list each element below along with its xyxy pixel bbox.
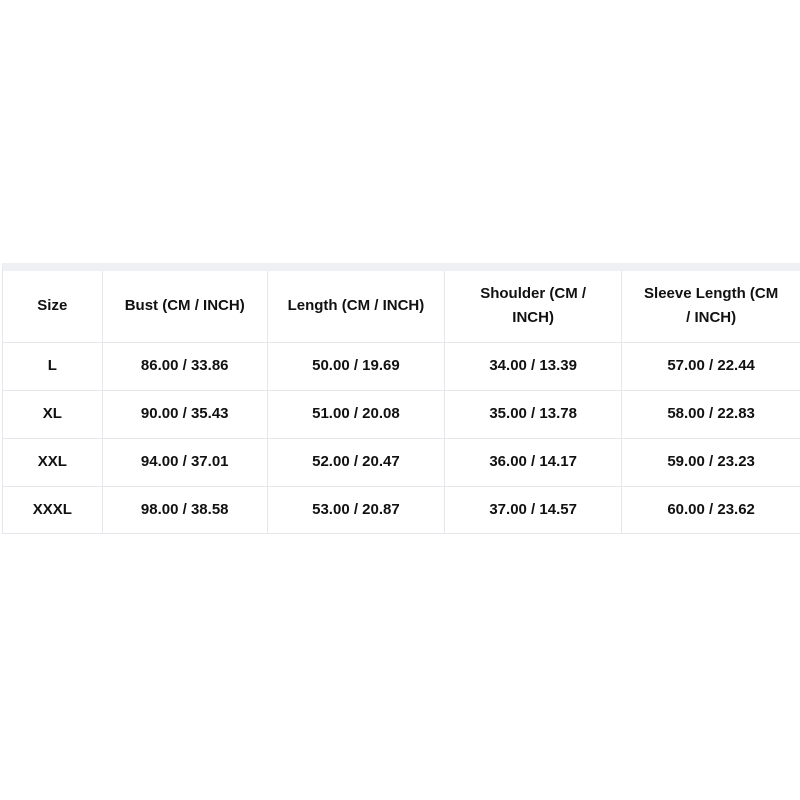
cell-bust: 86.00 / 33.86	[102, 342, 267, 390]
table-row	[3, 486, 800, 534]
header-size: Size	[3, 271, 102, 342]
cell-sleeve-length: 59.00 / 23.23	[622, 438, 800, 486]
size-chart-table	[2, 263, 800, 534]
cell-shoulder: 34.00 / 13.39	[445, 342, 622, 390]
cell-length: 53.00 / 20.87	[267, 486, 444, 534]
header-row	[3, 271, 800, 342]
cell-sleeve-length: 60.00 / 23.62	[667, 501, 755, 519]
cell-shoulder: 35.00 / 13.78	[445, 390, 622, 438]
size-chart	[3, 271, 800, 534]
header-length: Length (CM / INCH)	[267, 271, 444, 342]
cell-length: 51.00 / 20.08	[267, 390, 444, 438]
cell-size: XXL	[3, 438, 102, 486]
cell-bust: 98.00 / 38.58	[102, 486, 267, 534]
table-row	[3, 438, 800, 486]
cell-length: 52.00 / 20.47	[267, 438, 444, 486]
cell-size: XXXL	[3, 486, 102, 534]
cell-size: L	[3, 342, 102, 390]
cell-bust: 90.00 / 35.43	[102, 390, 267, 438]
cell-size: XL	[3, 390, 102, 438]
cell-shoulder: 36.00 / 14.17	[445, 438, 622, 486]
cell-length: 50.00 / 19.69	[267, 342, 444, 390]
table-row	[3, 390, 800, 438]
cell-shoulder: 37.00 / 14.57	[445, 486, 622, 534]
cell-sleeve-length: 58.00 / 22.83	[622, 390, 800, 438]
header-bust: Bust (CM / INCH)	[102, 271, 267, 342]
header-shoulder: Shoulder (CM / INCH)	[445, 271, 622, 342]
table-row	[3, 342, 800, 390]
header-sleeve-length: Sleeve Length (CM / INCH)	[622, 271, 800, 342]
cell-bust: 94.00 / 37.01	[102, 438, 267, 486]
cell-sleeve-length: 57.00 / 22.44	[622, 342, 800, 390]
